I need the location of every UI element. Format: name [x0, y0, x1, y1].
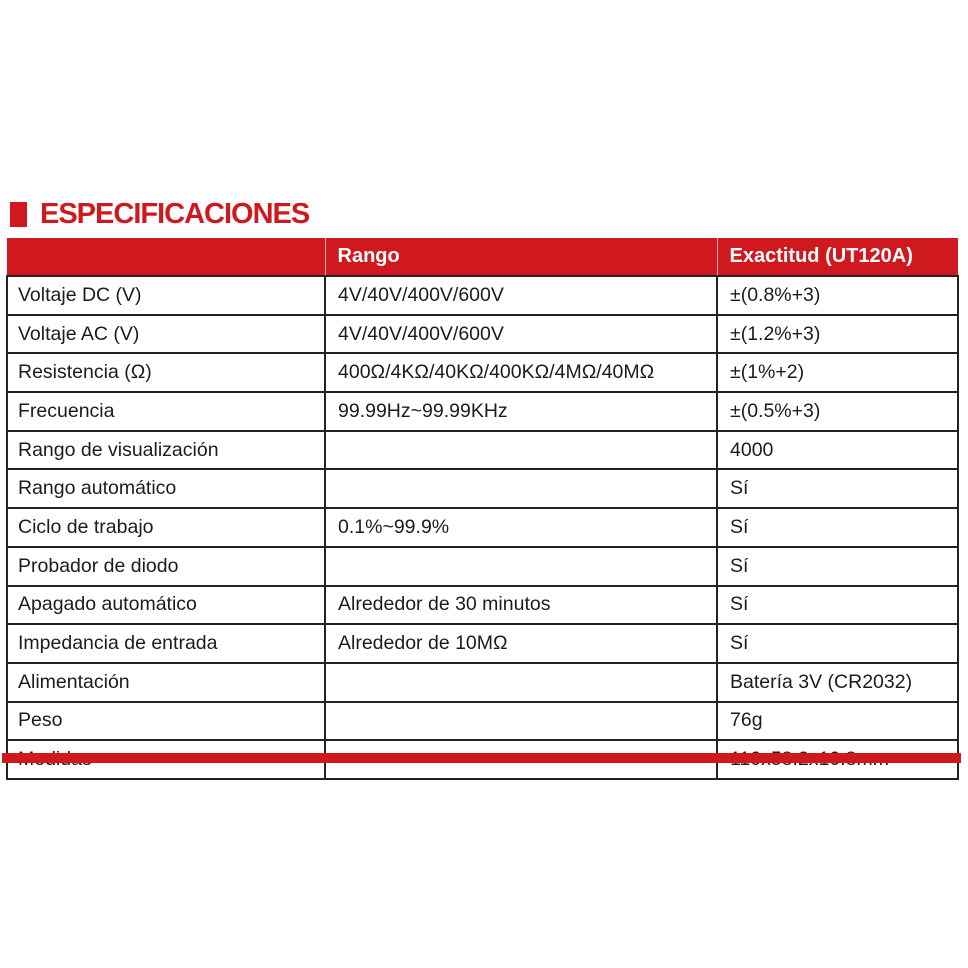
- table-row: [7, 469, 958, 508]
- table-row: [7, 624, 958, 663]
- table-header-row: [7, 238, 958, 276]
- spec-name-cell: Probador de diodo: [7, 547, 325, 586]
- spec-range-cell: [325, 702, 717, 741]
- spec-accuracy-cell: Batería 3V (CR2032): [717, 663, 958, 702]
- spec-accuracy-cell: Sí: [717, 469, 958, 508]
- spec-name-cell: Voltaje AC (V): [7, 315, 325, 354]
- table-row: [7, 392, 958, 431]
- table-row: [7, 586, 958, 625]
- spec-range-cell: 4V/40V/400V/600V: [325, 276, 717, 315]
- spec-accuracy-cell: Sí: [717, 586, 958, 625]
- spec-name-cell: Impedancia de entrada: [7, 624, 325, 663]
- spec-accuracy-cell: ±(1.2%+3): [717, 315, 958, 354]
- table-row: [7, 353, 958, 392]
- spec-range-cell: [325, 431, 717, 470]
- spec-accuracy-cell: 76g: [717, 702, 958, 741]
- spec-name-cell: Peso: [7, 702, 325, 741]
- table-row: [7, 315, 958, 354]
- spec-accuracy-cell: ±(0.8%+3): [717, 276, 958, 315]
- header-cell-blank: [7, 238, 325, 276]
- header-cell-exactitud: Exactitud (UT120A): [717, 238, 958, 276]
- spec-range-cell: 99.99Hz~99.99KHz: [325, 392, 717, 431]
- spec-accuracy-cell: Sí: [717, 624, 958, 663]
- spec-name-cell: Ciclo de trabajo: [7, 508, 325, 547]
- spec-range-cell: [325, 469, 717, 508]
- spec-name-cell: Apagado automático: [7, 586, 325, 625]
- spec-name-cell: Rango de visualización: [7, 431, 325, 470]
- spec-accuracy-cell: ±(1%+2): [717, 353, 958, 392]
- page-title: ESPECIFICACIONES: [40, 198, 310, 230]
- spec-accuracy-cell: 4000: [717, 431, 958, 470]
- table-row: [7, 276, 958, 315]
- spec-range-cell: 0.1%~99.9%: [325, 508, 717, 547]
- header-cell-rango: Rango: [325, 238, 717, 276]
- spec-name-cell: Voltaje DC (V): [7, 276, 325, 315]
- spec-range-cell: 4V/40V/400V/600V: [325, 315, 717, 354]
- spec-range-cell: [325, 547, 717, 586]
- spec-name-cell: Frecuencia: [7, 392, 325, 431]
- table-row: [7, 508, 958, 547]
- spec-accuracy-cell: ±(0.5%+3): [717, 392, 958, 431]
- spec-range-cell: 400Ω/4KΩ/40KΩ/400KΩ/4MΩ/40MΩ: [325, 353, 717, 392]
- title-bullet-square: [10, 202, 27, 227]
- spec-name-cell: Resistencia (Ω): [7, 353, 325, 392]
- table-row: [7, 547, 958, 586]
- spec-name-cell: Alimentación: [7, 663, 325, 702]
- red-divider-bar: [2, 753, 961, 763]
- table-row: [7, 663, 958, 702]
- spec-range-cell: Alrededor de 10MΩ: [325, 624, 717, 663]
- spec-range-cell: Alrededor de 30 minutos: [325, 586, 717, 625]
- spec-range-cell: [325, 663, 717, 702]
- spec-table: [6, 238, 959, 780]
- table-row: [7, 431, 958, 470]
- section-title-row: [10, 200, 309, 229]
- spec-accuracy-cell: Sí: [717, 547, 958, 586]
- spec-accuracy-cell: Sí: [717, 508, 958, 547]
- spec-name-cell: Rango automático: [7, 469, 325, 508]
- table-row: [7, 702, 958, 741]
